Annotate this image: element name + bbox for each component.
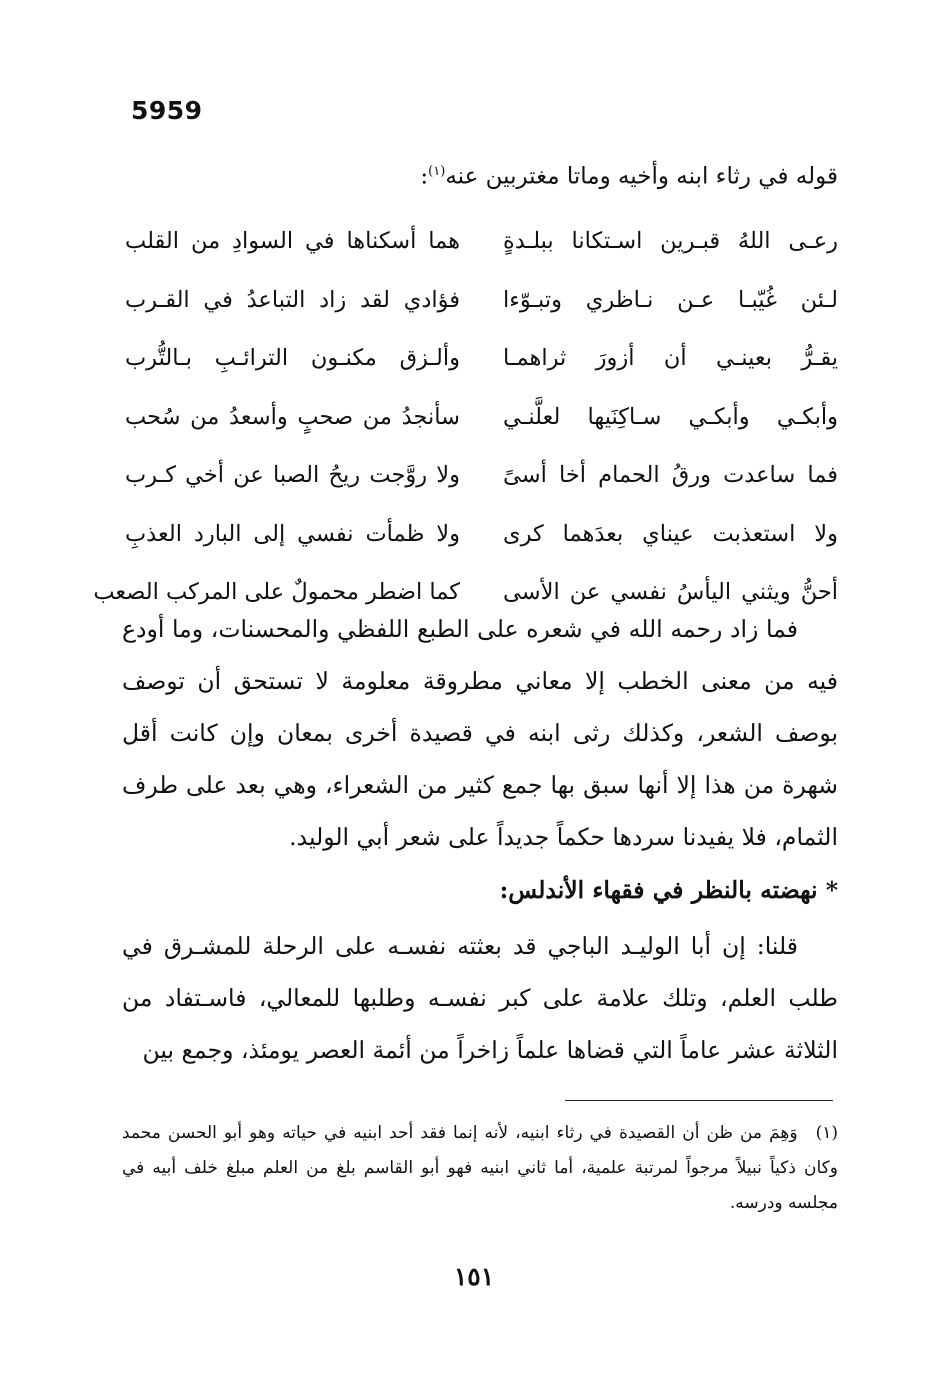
verse-second-hemistich: ولا روَّجت ريحُ الصبا عن أخي كـرب <box>125 462 460 489</box>
verse-first-hemistich: أحنُّ ويثني اليأسُ نفسي عن الأسى <box>503 579 838 606</box>
footnote-text: وَهِمَ من ظن أن القصيدة في رثاء ابنيه، لأنه إنما فقد أحد ابنيه في حياته وهو أبو الحسن محمد وكان ذكياً نبيلاً مرجواً لمرتبة علمية، أما ثاني ابنيه فهو أبو القاسم بلغ من العلم مبلغ خلف أبيه في مجلسه ودرسه. <box>122 1123 838 1213</box>
verse-second-hemistich: ولا ظمأت نفسي إلى البارد العذبِ <box>125 520 460 547</box>
poem-introduction <box>138 152 838 197</box>
verse-first-hemistich: رعـى اللهُ قبـرين اسـتكانا ببلـدةٍ <box>503 228 838 255</box>
paragraph-text: قلنا: إن أبا الوليـد الباجي قد بعثته نفسـه على الرحلة للمشـرق في طلب العلم، وتلك علامة على كبر نفسـه وطلبها للمعالي، فاسـتفاد من الثلاثة عشر عاماً التي قضاها علماً زاخراً من أئمة العصر يومئذ، وجمع بين <box>122 932 838 1064</box>
footnote-marker: (١) <box>815 1123 838 1143</box>
verse-first-hemistich: لـئن غُيّبـا عـن نـاظري وتبـوّءا <box>503 286 838 313</box>
verse-second-hemistich: وألـزق مكنـون الترائـبِ بـالتُّرب <box>125 345 460 372</box>
verse-first-hemistich: فما ساعدت ورقُ الحمام أخا أسىً <box>503 462 838 489</box>
verse <box>125 329 838 388</box>
footnote-separator <box>565 1100 833 1101</box>
verse <box>125 446 838 505</box>
footnote <box>122 1116 838 1221</box>
verse-second-hemistich: هما أسكناها في السوادِ من القلب <box>125 228 460 255</box>
paragraph-text: فما زاد رحمه الله في شعره على الطبع اللفظي والمحسنات، وما أودع فيه من معنى الخطب إلا معاني مطروقة معلومة لا تستحق أن توصف بوصف الشعر، وكذلك رثى ابنه في قصيدة أخرى بمعان وإن كانت أقل شهرة من هذا إلا أنها سبق بها جمع كثير من الشعراء، وهي بعد على طرف الثمام، فلا يفيدنا سردها حكماً جديداً على شعر أبي الوليد. <box>122 615 838 851</box>
page-code: 5959 <box>131 96 203 125</box>
section-paragraph <box>122 920 838 1076</box>
verse-first-hemistich: وأبكـي وأبكـي سـاكِنَيها لعلَّنـي <box>503 403 838 430</box>
page-number: ١٥١ <box>453 1262 495 1291</box>
verse <box>125 505 838 564</box>
commentary-paragraph <box>122 603 838 863</box>
verse-second-hemistich: سأنجدُ من صحبٍ وأسعدُ من سُحب <box>125 403 460 430</box>
section-heading: * نهضته بالنظر في فقهاء الأندلس: <box>499 876 838 904</box>
intro-text: قوله في رثاء ابنه وأخيه وماتا مغتربين عنه <box>445 163 838 190</box>
verse-first-hemistich: يقـرُّ بعينـي أن أزورَ ثراهمـا <box>503 345 838 372</box>
verse-first-hemistich: ولا استعذبت عيناي بعدَهما كرى <box>503 520 838 547</box>
verse-second-hemistich: فؤادي لقد زاد التباعدُ في القـرب <box>125 286 460 313</box>
verse <box>125 212 838 271</box>
intro-colon: : <box>420 163 429 190</box>
footnote-reference[interactable]: (١) <box>428 164 446 179</box>
verse <box>125 271 838 330</box>
poem <box>93 212 838 622</box>
verse-second-hemistich: كما اضطر محمولٌ على المركب الصعب <box>93 579 460 606</box>
verse <box>125 388 838 447</box>
